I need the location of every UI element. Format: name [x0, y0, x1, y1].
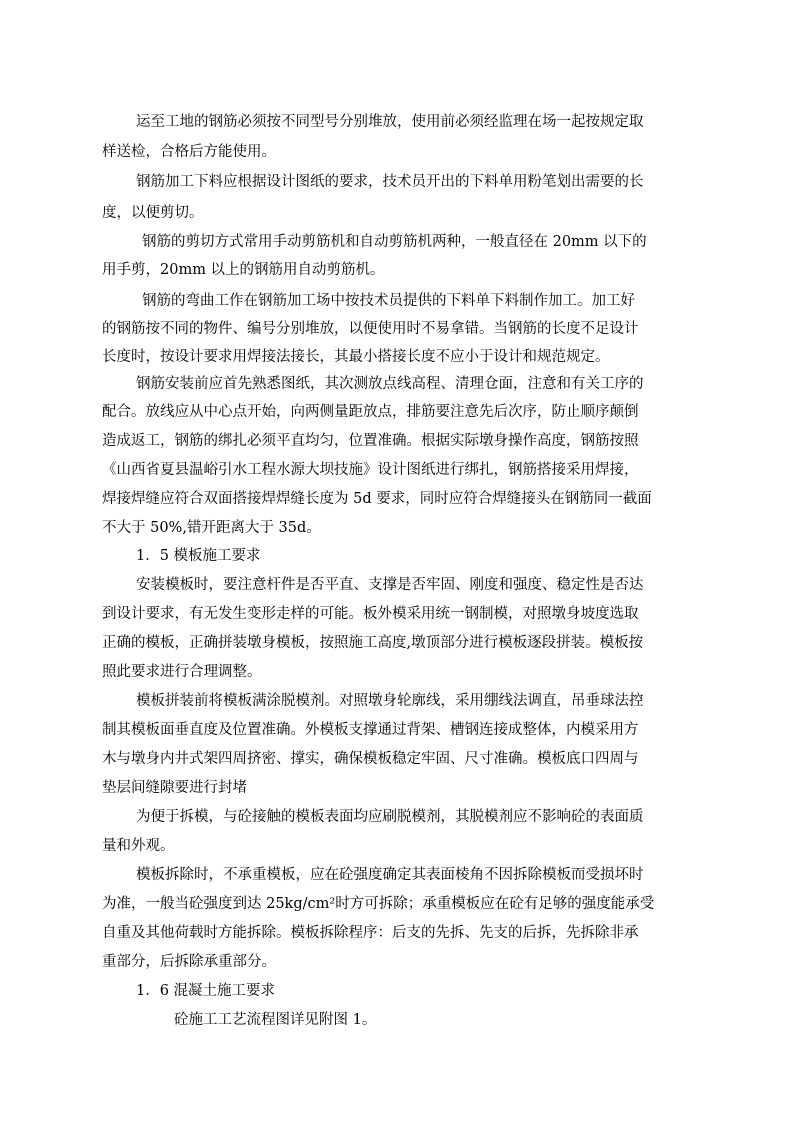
- paragraph-line: 造成返工，钢筋的绑扎必须平直均匀，位置准确。根据实际墩身操作高度，钢筋按照: [102, 433, 639, 449]
- paragraph-line: 垫层间缝隙要进行封堵: [102, 780, 247, 796]
- paragraph-line: 钢筋加工下料应根据设计图纸的要求，技术员开出的下料单用粉笔划出需要的长: [136, 174, 644, 190]
- paragraph-line: 不大于 50%,错开距离大于 35d。: [102, 520, 321, 536]
- paragraph-line: 模板拆除时，不承重模板，应在砼强度确定其表面棱角不因拆除模板而受损坏时: [136, 867, 644, 883]
- paragraph-line: 钢筋的剪切方式常用手动剪筋机和自动剪筋机两种，一般直径在 20mm 以下的: [142, 234, 647, 250]
- paragraph-line: 配合。放线应从中心点开始，向两侧量距放点，排筋要注意先后次序，防止顺序颠倒: [102, 404, 639, 420]
- paragraph-line: 量和外观。: [102, 838, 175, 854]
- paragraph-line: 为准，一般当砼强度到达 25kg/cm²时方可拆除；承重模板应在砼有足够的强度能承受: [102, 896, 655, 912]
- paragraph-line: 正确的模板，正确拼装墩身模板，按照施工高度,墩顶部分进行模板逐段拼装。模板按: [102, 635, 644, 651]
- section-heading: 1．6 混凝土施工要求: [136, 983, 276, 999]
- paragraph-line: 照此要求进行合理调整。: [102, 664, 262, 680]
- paragraph-line: 运至工地的钢筋必须按不同型号分别堆放，使用前必须经监理在场一起按规定取: [136, 114, 644, 130]
- paragraph-line: 制其模板面垂直度及位置准确。外模板支撑通过背架、槽钢连接成整体，内模采用方: [102, 722, 639, 738]
- paragraph-line: 木与墩身内井式架四周挤密、撑实，确保模板稳定牢固、尺寸准确。模板底口四周与: [102, 751, 639, 767]
- paragraph-line: 模板拼装前将模板满涂脱模剂。对照墩身轮廓线，采用绷线法调直，吊垂球法控: [136, 693, 644, 709]
- paragraph-line: 焊接焊缝应符合双面搭接焊焊缝长度为 5d 要求，同时应符合焊缝接头在钢筋同一截面: [102, 491, 652, 507]
- paragraph-line: 度，以便剪切。: [102, 205, 204, 221]
- paragraph-line: 钢筋安装前应首先熟悉图纸，其次测放点线高程、清理仓面，注意和有关工序的: [136, 376, 644, 392]
- paragraph-line: 长度时，按设计要求用焊接法接长，其最小搭接长度不应小于设计和规范规定。: [102, 349, 610, 365]
- paragraph-line: 安装模板时，要注意杆件是否平直、支撑是否牢固、刚度和强度、稳定性是否达: [136, 577, 644, 593]
- paragraph-line: 《山西省夏县温峪引水工程水源大坝技施》设计图纸进行绑扎，钢筋搭接采用焊接，: [102, 462, 639, 478]
- paragraph-line: 的钢筋按不同的物件、编号分别堆放，以便使用时不易拿错。当钢筋的长度不足设计: [102, 321, 639, 337]
- paragraph-line: 钢筋的弯曲工作在钢筋加工场中按技术员提供的下料单下料制作加工。加工好: [142, 293, 635, 309]
- paragraph-line: 样送检，合格后方能使用。: [102, 144, 276, 160]
- paragraph-line: 到设计要求，有无发生变形走样的可能。板外模采用统一钢制模，对照墩身坡度选取: [102, 606, 639, 622]
- paragraph-line: 为便于拆模，与砼接触的模板表面均应刷脱模剂，其脱模剂应不影响砼的表面质: [136, 809, 644, 825]
- paragraph-line: 用手剪，20mm 以上的钢筋用自动剪筋机。: [102, 262, 385, 278]
- paragraph-line: 砼施工工艺流程图详见附图 1。: [174, 1012, 377, 1028]
- paragraph-line: 重部分，后拆除承重部分。: [102, 954, 276, 970]
- paragraph-line: 自重及其他荷载时方能拆除。模板拆除程序：后支的先拆、先支的后拆，先拆除非承: [102, 925, 639, 941]
- section-heading: 1．5 模板施工要求: [136, 548, 261, 564]
